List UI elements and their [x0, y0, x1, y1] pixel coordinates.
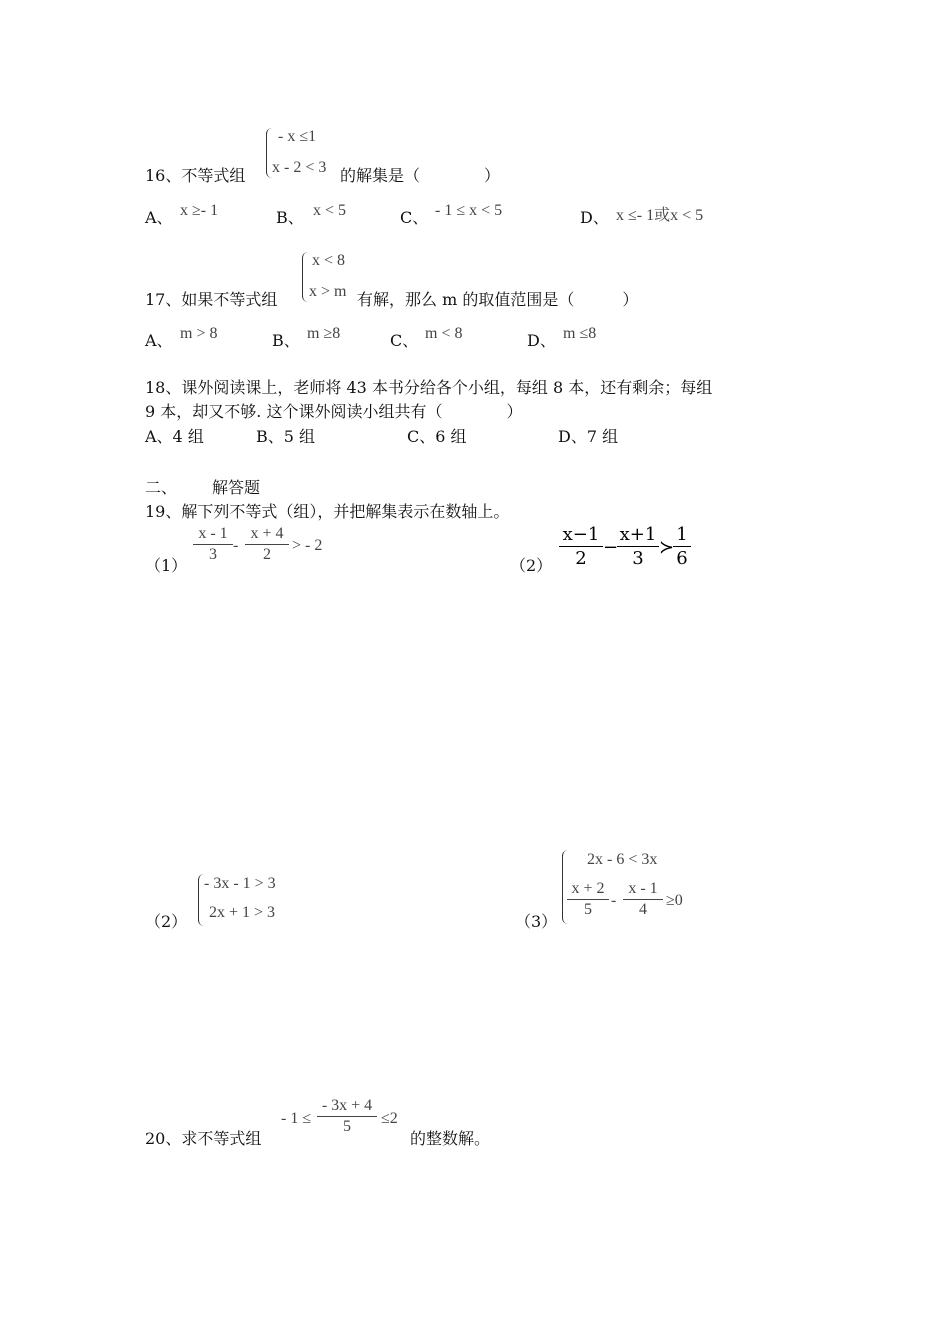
system-line-2: x - 2 < 3 [272, 159, 327, 176]
right-bound: ≤2 [381, 1110, 398, 1127]
fraction-1 [567, 880, 609, 919]
option-a: A、4 组 [145, 427, 204, 446]
option-a-label: A、 [145, 331, 173, 350]
fraction-2 [617, 524, 659, 569]
right-hand-side: ≥0 [666, 892, 683, 909]
question-19-stem: 19、解下列不等式（组），并把解集表示在数轴上。 [145, 502, 510, 521]
numerator: x + 4 [250, 525, 284, 542]
fraction-2 [623, 880, 663, 919]
question-16-suffix: 的解集是（ ） [340, 166, 501, 185]
question-18-line-2: 9 本，却又不够. 这个课外阅读小组共有（ ） [145, 402, 523, 421]
option-a-label: A、 [145, 208, 173, 227]
option-a-expr: x ≥- 1 [180, 202, 219, 219]
option-b-expr: m ≥8 [307, 325, 341, 342]
fraction [317, 1097, 377, 1136]
numerator: x - 1 [628, 880, 658, 897]
system-line-2: 2x + 1 > 3 [209, 904, 276, 921]
part-label: （2） [510, 556, 553, 575]
numerator: 1 [676, 524, 688, 545]
numerator: - 3x + 4 [321, 1097, 373, 1114]
option-b-expr: x < 5 [313, 202, 347, 219]
option-b-label: B、 [276, 208, 304, 227]
option-b: B、5 组 [256, 427, 316, 446]
option-d-label: D、 [527, 331, 556, 350]
denominator: 4 [639, 901, 647, 918]
question-17-prefix: 17、如果不等式组 [145, 290, 278, 309]
numerator: x−1 [562, 524, 600, 545]
fraction-bar [245, 544, 289, 545]
denominator: 5 [584, 901, 592, 918]
minus-sign: - [233, 537, 239, 554]
denominator: 2 [575, 548, 587, 569]
denominator: 3 [632, 548, 644, 569]
minus-sign: − [603, 537, 619, 558]
denominator: 6 [676, 548, 688, 569]
greater-sign: ≻ [659, 537, 675, 558]
option-d-expr: m ≤8 [563, 325, 597, 342]
option-c-label: C、 [390, 331, 419, 350]
option-d-label: D、 [580, 208, 609, 227]
part-label: （2） [145, 912, 188, 931]
fraction-1 [559, 524, 603, 569]
question-16-prefix: 16、不等式组 [145, 166, 246, 185]
option-c: C、6 组 [407, 427, 467, 446]
right-hand-side: > - 2 [292, 537, 323, 554]
part-label: （1） [145, 556, 188, 575]
denominator: 5 [343, 1118, 351, 1135]
fraction-bar [567, 899, 609, 900]
system-line-1: 2x - 6 < 3x [587, 851, 658, 868]
denominator: 3 [209, 546, 217, 563]
system-line-1: - x ≤1 [278, 128, 317, 145]
numerator: x+1 [619, 524, 657, 545]
denominator: 2 [263, 546, 271, 563]
option-d: D、7 组 [558, 427, 619, 446]
system-line-1: - 3x - 1 > 3 [204, 875, 276, 892]
fraction-2 [245, 525, 289, 564]
minus-sign: - [611, 892, 617, 909]
fraction-3 [673, 524, 691, 569]
system-line-1: x < 8 [312, 252, 346, 269]
question-20-suffix: 的整数解。 [410, 1129, 491, 1148]
fraction-bar [673, 546, 691, 547]
question-18-line-1: 18、课外阅读课上，老师将 43 本书分给各个小组，每组 8 本，还有剩余；每组 [145, 378, 713, 397]
numerator: x - 1 [198, 525, 228, 542]
system-line-2: x > m [309, 283, 347, 300]
option-c-expr: - 1 ≤ x < 5 [435, 202, 503, 219]
fraction-1 [193, 525, 233, 564]
question-20-prefix: 20、求不等式组 [145, 1129, 262, 1148]
left-bound: - 1 ≤ [281, 1110, 312, 1127]
brace [302, 252, 309, 302]
option-b-label: B、 [272, 331, 300, 350]
numerator: x + 2 [571, 880, 605, 897]
section-number: 二、 [145, 478, 178, 497]
option-d-expr: x ≤- 1或x < 5 [616, 207, 704, 224]
option-c-label: C、 [400, 208, 429, 227]
option-a-expr: m > 8 [180, 325, 218, 342]
part-label: （3） [515, 912, 558, 931]
fraction-bar [317, 1116, 377, 1117]
option-c-expr: m < 8 [425, 325, 463, 342]
section-title: 解答题 [212, 478, 261, 497]
question-17-suffix: 有解，那么 m 的取值范围是（ ） [357, 290, 639, 309]
fraction-bar [617, 546, 659, 547]
fraction-bar [559, 546, 603, 547]
fraction-bar [623, 899, 663, 900]
fraction-bar [193, 544, 233, 545]
